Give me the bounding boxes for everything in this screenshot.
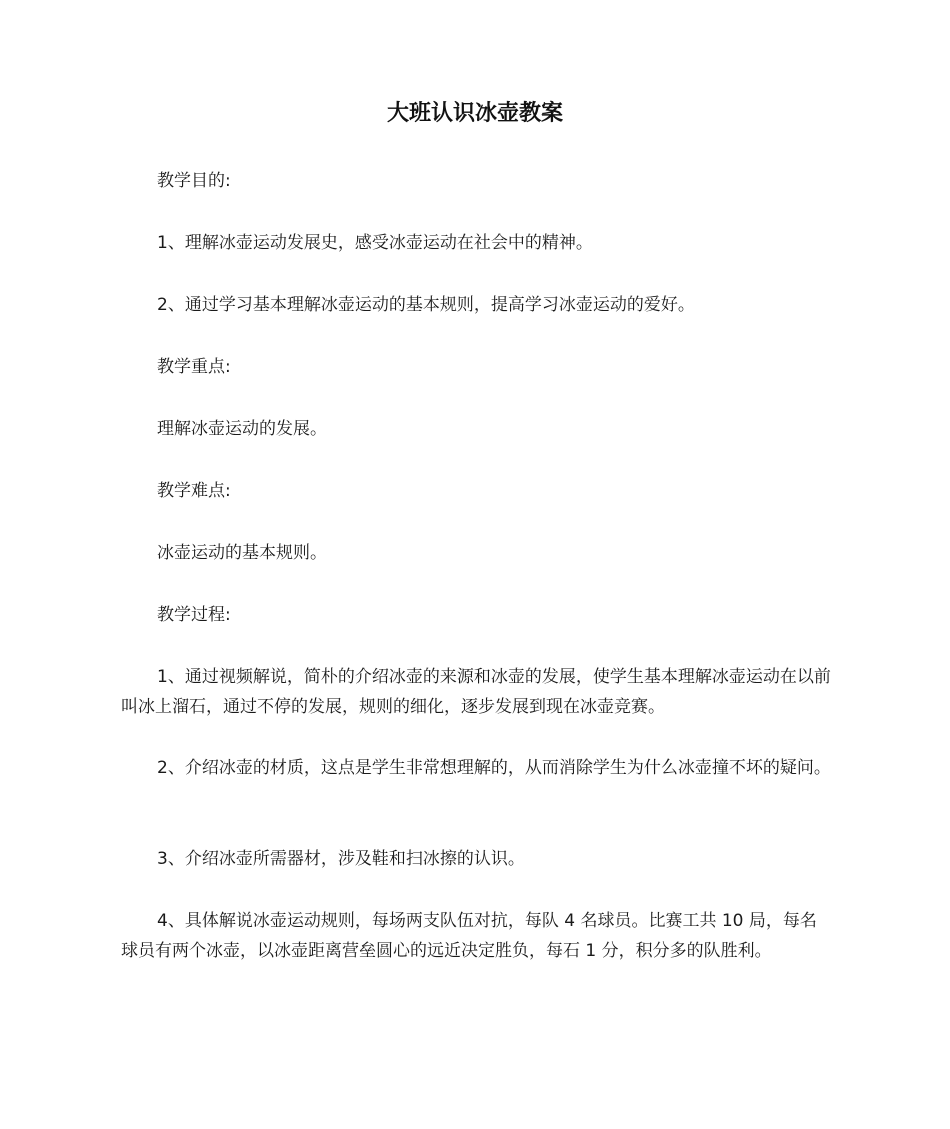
difficulty-text: 冰壶运动的基本规则。 xyxy=(157,543,327,563)
objective-item-1: 1、理解冰壶运动发展史，感受冰壶运动在社会中的精神。 xyxy=(157,233,593,253)
process-step-1: 1、通过视频解说，简朴的介绍冰壶的来源和冰壶的发展，使学生基本理解冰壶运动在以前叫冰上溜石，通过不停的发展，规则的细化，逐步发展到现在冰壶竞赛。 xyxy=(121,667,831,717)
section-heading-process: 教学过程: xyxy=(157,605,231,625)
section-heading-difficulties: 教学难点: xyxy=(157,481,231,501)
section-heading-objectives: 教学目的: xyxy=(157,171,231,191)
objective-item-2: 2、通过学习基本理解冰壶运动的基本规则，提高学习冰壶运动的爱好。 xyxy=(157,295,695,315)
key-point-text: 理解冰壶运动的发展。 xyxy=(157,419,327,439)
process-step-2: 2、介绍冰壶的材质，这点是学生非常想理解的，从而消除学生为什么冰壶撞不坏的疑问。 xyxy=(157,758,831,778)
section-heading-key-points: 教学重点: xyxy=(157,357,231,377)
process-step-4: 4、具体解说冰壶运动规则，每场两支队伍对抗，每队 4 名球员。比赛工共 10 局，每名球员有两个冰壶，以冰壶距离营垒圆心的远近决定胜负，每石 1 分，积分多的队胜利。 xyxy=(121,911,817,961)
document-title: 大班认识冰壶教案 xyxy=(386,101,563,126)
process-step-3: 3、介绍冰壶所需器材，涉及鞋和扫冰擦的认识。 xyxy=(157,849,525,869)
